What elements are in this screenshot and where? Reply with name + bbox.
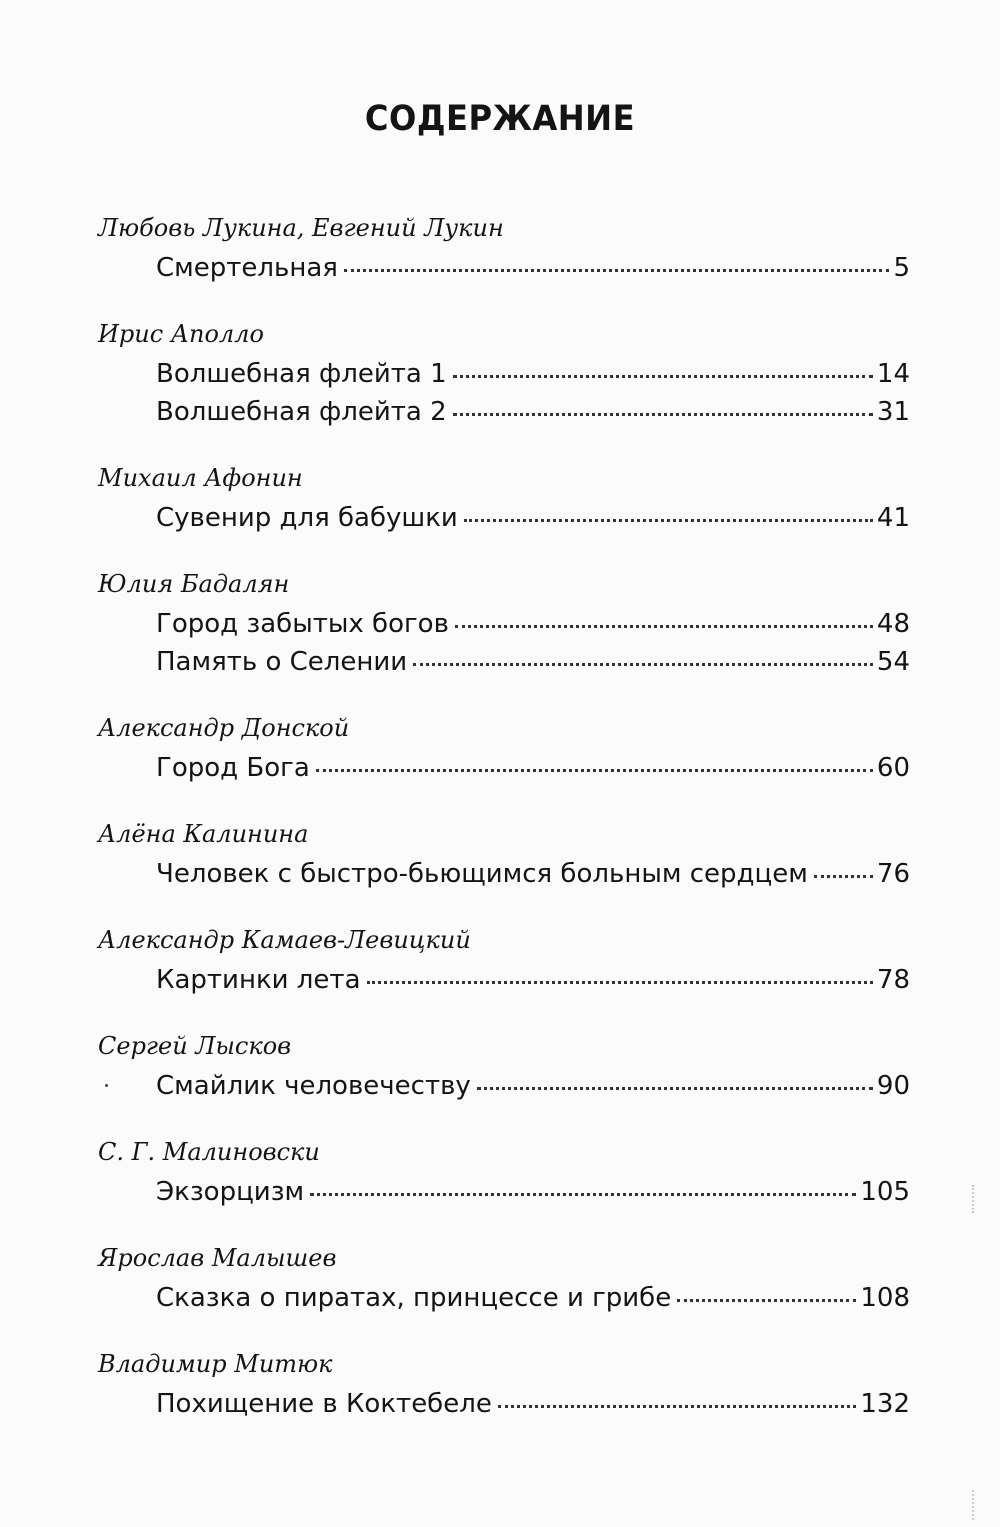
author-name: Михаил Афонин xyxy=(98,464,303,492)
toc-section xyxy=(98,1026,910,1105)
dot-leader xyxy=(677,1299,856,1302)
author-name: Александр Донской xyxy=(98,714,350,742)
toc-entry xyxy=(156,1173,910,1211)
author-name: Юлия Бадалян xyxy=(98,570,290,598)
toc-section xyxy=(98,814,910,893)
dot-leader xyxy=(413,663,873,666)
dot-leader xyxy=(455,625,873,628)
toc-entry xyxy=(156,749,910,787)
toc-section xyxy=(98,1238,910,1317)
entry-page-number: 78 xyxy=(876,965,910,995)
page-edge-mark xyxy=(972,1490,976,1520)
entry-page-number: 105 xyxy=(860,1177,910,1207)
dot-leader xyxy=(344,269,890,272)
author-name: Любовь Лукина, Евгений Лукин xyxy=(98,214,504,242)
dot-leader xyxy=(498,1405,857,1408)
page-edge-mark xyxy=(972,1185,976,1213)
print-speck xyxy=(105,1084,108,1087)
author-name: С. Г. Малиновски xyxy=(98,1138,320,1166)
entry-page-number: 60 xyxy=(876,753,910,783)
page-title: СОДЕРЖАНИЕ xyxy=(364,99,636,139)
entry-page-number: 76 xyxy=(876,859,910,889)
author-name: Алёна Калинина xyxy=(98,820,309,848)
toc-entry xyxy=(156,855,910,893)
toc-entry xyxy=(156,961,910,999)
dot-leader xyxy=(814,875,873,878)
toc-section xyxy=(98,708,910,787)
toc-entry xyxy=(156,1279,910,1317)
entry-page-number: 54 xyxy=(876,647,910,677)
entry-title: Волшебная флейта 2 xyxy=(156,397,447,427)
toc-section xyxy=(98,1344,910,1423)
entry-title: Сказка о пиратах, принцессе и грибе xyxy=(156,1283,672,1313)
toc-entry xyxy=(156,249,910,287)
toc-entry xyxy=(156,1067,910,1105)
entry-title: Экзорцизм xyxy=(156,1177,305,1207)
entry-title: Картинки лета xyxy=(156,965,361,995)
table-of-contents xyxy=(98,208,910,1450)
entry-page-number: 132 xyxy=(860,1389,910,1419)
entry-page-number: 90 xyxy=(876,1071,910,1101)
dot-leader xyxy=(367,981,873,984)
author-name: Сергей Лысков xyxy=(98,1032,292,1060)
dot-leader xyxy=(316,769,873,772)
entry-page-number: 5 xyxy=(893,253,910,283)
entry-title: Смайлик человечеству xyxy=(156,1071,471,1101)
entry-title: Похищение в Коктебеле xyxy=(156,1389,492,1419)
dot-leader xyxy=(477,1087,873,1090)
toc-section xyxy=(98,1132,910,1211)
author-name: Ирис Аполло xyxy=(98,320,264,348)
entry-page-number: 41 xyxy=(876,503,910,533)
dot-leader xyxy=(464,519,873,522)
dot-leader xyxy=(453,375,873,378)
entry-title: Волшебная флейта 1 xyxy=(156,359,447,389)
dot-leader xyxy=(310,1193,856,1196)
toc-entry xyxy=(156,499,910,537)
entry-title: Смертельная xyxy=(156,253,338,283)
author-name: Александр Камаев-Левицкий xyxy=(98,926,471,954)
toc-section xyxy=(98,208,910,287)
entry-page-number: 48 xyxy=(876,609,910,639)
entry-page-number: 31 xyxy=(876,397,910,427)
dot-leader xyxy=(453,413,873,416)
entry-page-number: 108 xyxy=(860,1283,910,1313)
toc-section xyxy=(98,564,910,681)
toc-entry xyxy=(156,1385,910,1423)
author-name: Ярослав Малышев xyxy=(98,1244,337,1272)
toc-section xyxy=(98,920,910,999)
entry-page-number: 14 xyxy=(876,359,910,389)
author-name: Владимир Митюк xyxy=(98,1350,333,1378)
toc-entry xyxy=(156,605,910,643)
toc-entry xyxy=(156,355,910,393)
toc-section xyxy=(98,314,910,431)
entry-title: Город забытых богов xyxy=(156,609,449,639)
entry-title: Город Бога xyxy=(156,753,310,783)
toc-entry xyxy=(156,643,910,681)
toc-entry xyxy=(156,393,910,431)
entry-title: Сувенир для бабушки xyxy=(156,503,458,533)
entry-title: Память о Селении xyxy=(156,647,408,677)
toc-section xyxy=(98,458,910,537)
entry-title: Человек с быстро-бьющимся больным сердцем xyxy=(156,859,808,889)
